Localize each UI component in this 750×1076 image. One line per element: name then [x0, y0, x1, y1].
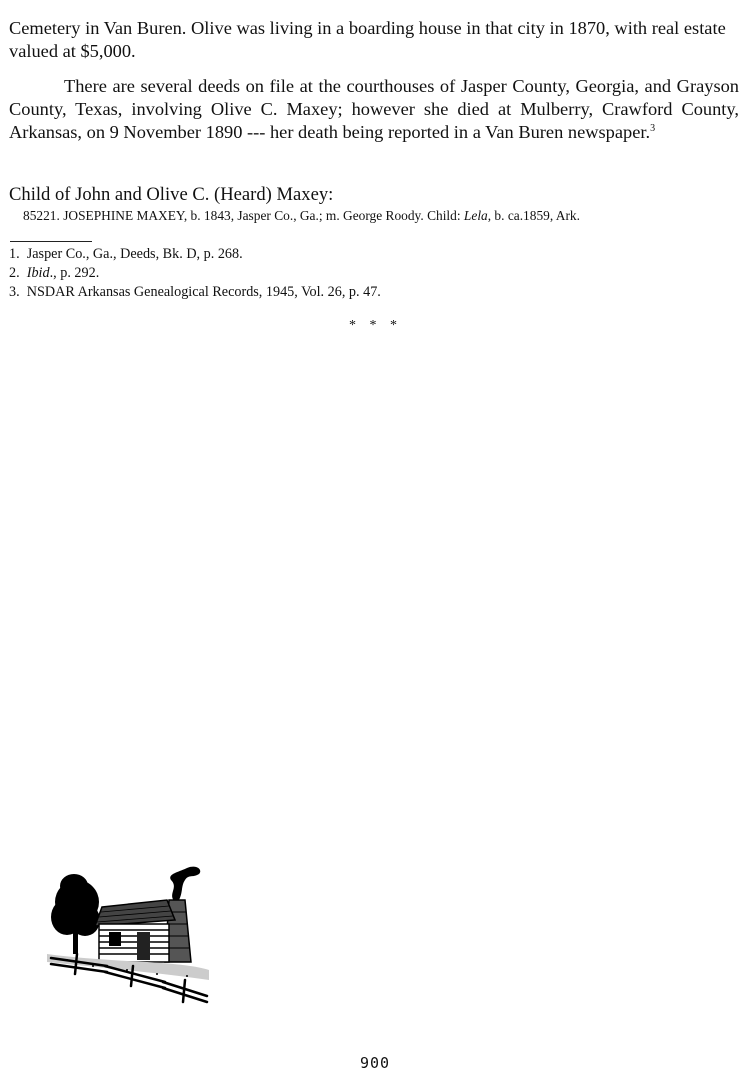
footnote-1 [9, 245, 381, 264]
body-paragraph-2-text: There are several deeds on file at the courthouses of Jasper County, Georgia, and Grayson County, Texas, involving Olive C. Maxey; however she died at Mulberry, Crawford County, Arkansas, on 9 November 1890 --- her death being reported in a Van Buren newspaper. [9, 76, 739, 142]
footnote-3-text: NSDAR Arkansas Genealogical Records, 1945, Vol. 26, p. 47. [26, 284, 381, 300]
children-heading: Child of John and Olive C. (Heard) Maxey: [9, 184, 334, 205]
footnote-1-text: Jasper Co., Ga., Deeds, Bk. D, p. 268. [26, 246, 243, 262]
page-number: 900 [359, 1054, 391, 1072]
child-entry [23, 207, 580, 225]
footnote-3 [9, 283, 381, 302]
footnote-2-ibid: Ibid [26, 265, 50, 281]
footnote-2-text: ., p. 292. [49, 265, 100, 281]
body-paragraph-2 [9, 75, 739, 144]
grandchild-name: Lela [463, 208, 488, 223]
grandchild-details: , b. ca.1859, Ark. [487, 208, 580, 223]
child-number: 85221. [23, 208, 60, 223]
body-paragraph-1: Cemetery in Van Buren. Olive was living in a boarding house in that city in 1870, with real estate valued at $5,000. [9, 18, 726, 61]
footnote-2 [9, 264, 381, 283]
footnote-3-number: 3. [9, 284, 20, 300]
footnote-2-number: 2. [9, 265, 20, 281]
section-separator: * * * [349, 318, 402, 333]
footnotes [9, 245, 381, 302]
log-cabin-illustration [47, 862, 212, 1004]
child-name: JOSEPHINE MAXEY [63, 208, 184, 223]
footnote-reference-3[interactable]: 3 [650, 123, 656, 134]
footnote-divider [10, 241, 92, 242]
child-details: , b. 1843, Jasper Co., Ga.; m. George Roody. Child: [183, 208, 464, 223]
footnote-1-number: 1. [9, 246, 20, 262]
